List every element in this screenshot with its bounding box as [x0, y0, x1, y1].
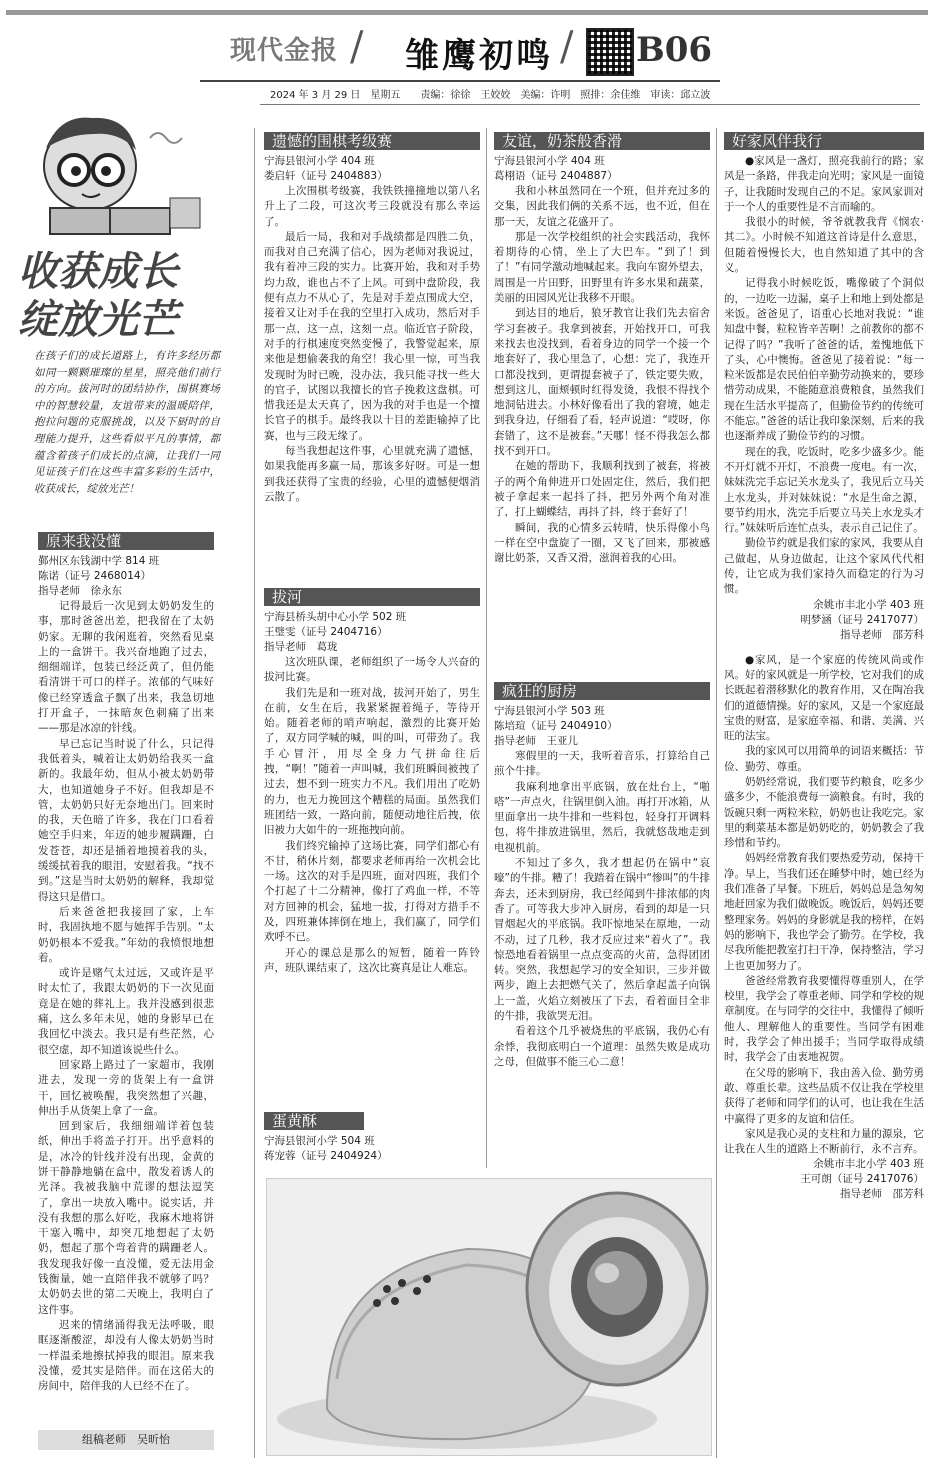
article-author: 葛栩语（证号 2404887）	[494, 170, 618, 182]
signoff-school: 余姚市丰北小学 403 班	[813, 1158, 924, 1171]
header-rule	[260, 104, 920, 105]
masthead	[200, 20, 720, 80]
paragraph: 妈妈经常教育我们要热爱劳动，保持干净。早上，当我们还在睡梦中时，她已经为我们准备了早餐。下班后，妈妈总是急匆匆地赶回家为我们做晚饭。晚饭后，妈妈还要整理家务。妈妈的身影就是我的榜样，在妈妈的影响下，我也学会了勤劳。在学校，我尽我所能把教室打扫干净，保持整洁，学习上也更加努力了。	[724, 852, 924, 972]
column-divider	[486, 128, 487, 1168]
paragraph: 看着这个几乎被烧焦的平底锅，我仍心有余悸，我彻底明白一个道理：虽然失败是成功之母，但做事不能三心二意！	[494, 1025, 710, 1068]
paragraph: 上次围棋考级赛，我铁铁撞撞地以第八名升上了二段，可这次考三段就没有那么幸运了。	[264, 185, 480, 228]
paragraph: 那是一次学校组织的社会实践活动，我怀着期待的心情，坐上了大巴车。“到了！到了！”有同学激动地喊起来。我向车窗外望去，周围是一片田野，田野里有许多水果和蔬菜，美丽的田园风光让我移不开眼。	[494, 230, 710, 305]
article-author: 娄启轩（证号 2404883）	[264, 170, 388, 182]
boy-reading-illustration	[10, 108, 210, 238]
paragraph: 早已忘记当时说了什么，只记得我低着头，喊着让太奶奶给我买一盒新的。我最年幼，但从小被太奶奶带大，也知道她身子不好。但我却是不管，太奶奶只好无奈地出门。回来时的我，天色暗了许多，我在门口看着她空手归来，年迈的她步履蹒跚，白发苍苍，却还是插着地摸着我的头，缓缓拭着我的眼泪，安慰着我。“找不到。”这是当时太奶奶的解释，我却觉得这只是借口。	[38, 737, 214, 903]
top-rule	[0, 0, 934, 14]
signoff-teacher: 指导老师 邵芳科	[840, 1188, 924, 1201]
article-danhuangsu	[264, 1112, 708, 1164]
article-heading: 疯狂的厨房	[494, 682, 710, 700]
article-heading: 遗憾的围棋考级赛	[264, 132, 480, 150]
article-body	[264, 655, 480, 976]
paragraph: 到达目的地后，狼牙教官让我们先去宿舍学习套被子。我拿到被套，开始找开口，可我来找去也没找到，看着身边的同学一个接一个地套好了，我心里急了，心想：完了，我连开口都没找到，更谓提套被子了，铁定要失败，想到这儿，面颊顿时红得发烫，我恨不得找个地洞钻进去。小林好像看出了我的窘境，她走到我身边，仔细看了看，轻声说道：“哎呀，你套错了，这不是被套。”天哪！怪不得我怎么都找不到开口。	[494, 307, 710, 458]
feature-title-line1: 收获成长	[18, 248, 178, 295]
paragraph: 我的家风可以用简单的词语来概括：节俭、勤劳、尊重。	[724, 745, 924, 773]
paragraph: 勤俭节约就是我们家的家风，我要从自己做起，从身边做起，让这个家风代代相传，让它成为我们家持久而稳定的行为习惯。	[724, 537, 924, 596]
paragraph: 后来爸爸把我接回了家，上车时，我固执地不愿与她挥手告别。“太奶奶根本不爱我。”年幼的我愤恨地想着。	[38, 905, 214, 964]
paragraph: 开心的课总是那么的短暂，随着一阵铃声，班队课结束了，这次比赛真是让人难忘。	[264, 946, 480, 974]
paragraph: ●家风，是一个家庭的传统风尚或作风。好的家风就是一所学校，它对我们的成长既起着潜移默化的教育作用，又在陶冶我们的道德情操。好的家风，又是一个家庭最宝贵的财富，是家庭幸福、和谐、美满、兴旺的法宝。	[724, 653, 924, 743]
column-divider	[716, 128, 717, 1458]
article-heading: 友谊，奶茶般香滑	[494, 132, 710, 150]
signoff-school: 余姚市丰北小学 403 班	[813, 598, 924, 611]
paragraph: 这次班队课，老师组织了一场令人兴奋的拔河比赛。	[264, 656, 480, 684]
article-teacher: 指导老师 徐永东	[38, 585, 122, 597]
info-line: 2024 年 3 月 29 日 星期五 责编：徐徐 王姣姣 美编：许明 照排：余佳维 审读：邱立波	[270, 90, 711, 101]
feature-title	[18, 248, 218, 344]
article-author: 陈诺（证号 2468014）	[38, 570, 152, 582]
article-ylwmd	[38, 532, 214, 1394]
article-body	[494, 184, 710, 566]
article-weiqi	[264, 132, 480, 505]
signoff-author: 王可朗（证号 2417076）	[800, 1173, 924, 1186]
paragraph: 瞬间，我的心情多云转晴，快乐得像小鸟一样在空中盘旋了一圈，又飞了回来，那被感谢比奶茶，又香又滑，滋润着我的心田。	[494, 521, 710, 565]
article-school: 宁海县银河小学 404 班	[494, 155, 605, 167]
column-divider	[254, 128, 255, 1458]
feature-title-line2: 绽放光芒	[18, 296, 178, 343]
article-body	[38, 599, 214, 1394]
paragraph: 在她的帮助下，我顺利找到了被套，将被子的两个角伸进开口处固定住，然后，我们把被子拿起来一起抖了抖，把另外两个角对准了，打上蝴蝶结，再抖了抖，终于套好了！	[494, 460, 710, 519]
paragraph: 回到家后，我细细端详着包装纸，伸出手将盖子打开。出乎意料的是，冰冷的针线并没有出现，金黄的饼干静静地躺在盒中，散发着诱人的光泽。我被我脑中荒谬的想法逗笑了，拿出一块放入嘴中。说实话，并没有我想的那么好吃，我麻木地将饼干塞入嘴中，却突兀地想起了太奶奶，想起了那个弯着背的蹒跚老人。我发现我好像一直没懂，爱无法用金钱衡量，她一直陪伴我不就够了吗？太奶奶去世的第二天晚上，我明白了这件事。	[38, 1120, 214, 1316]
signoff-author: 明梦涵（证号 2417077）	[800, 613, 924, 626]
article-school: 鄞州区东钱湖中学 814 班	[38, 555, 160, 567]
article-body	[724, 154, 924, 598]
page-number: B06	[636, 30, 713, 70]
paragraph: 我们终究输掉了这场比赛，同学们都心有不甘，稍休片刻，都要求老师再给一次机会比一场。这次的对手是四班，面对四班，我们个个打起了十二分精神，像打了鸡血一样，不等对方回神的机会，猛地一拔，打得对方措手不及，四班兼体摔倒在地上，我们赢了，同学们欢呼不已。	[264, 839, 480, 944]
paragraph: 寒假里的一天，我听着音乐，打算给自己煎个牛排。	[494, 750, 710, 778]
article-body	[724, 653, 924, 1158]
paragraph: 现在的我，吃饭时，吃多少盛多少。能不开灯就不开灯，不浪费一度电。有一次，妹妹洗完手忘记关水龙头了，我见后立马关上水龙头，并对妹妹说：“水是生命之源，要节约用水，洗完手后要立马关上水龙头才行。”妹妹听后连忙点头，表示自己记住了。	[724, 445, 924, 535]
qr-code-icon	[586, 28, 634, 76]
paragraph: 记得最后一次见到太奶奶发生的事，那时爸爸出差，把我留在了太奶奶家。无聊的我闲逛着，突然看见桌上的一盒饼干。我兴奋地跑了过去，细细端详，包装已经泛黄了，但仍能看清饼干可口的样子。浓郁的气味好像已经穿透盒子飘了出来，我急切地打开盒子，一抹暗灰色刺痛了出来——那是冰凉的针线。	[38, 600, 214, 735]
article-jiafeng	[724, 132, 924, 1202]
paragraph: 我和小林虽然同在一个班，但并充过多的交集，因此我们俩的关系不远，也不近，但在那一天，友谊之花盛开了。	[494, 185, 710, 228]
masthead-rule	[200, 80, 720, 82]
article-heading: 蛋黄酥	[264, 1112, 364, 1130]
paragraph: 最后一局，我和对手战绩都是四胜二负，而我对自己充满了信心，因为老师对我说过，我有着冲三段的实力。比赛开始，我和对手势均力敌，谁也占不了上风。可到中盘阶段，我便有点力不从心了，先是对手差点围成大空，接着又让对手在我的空里打入成功，然后对手那一点，这一点，这刻一点。临近官子阶段，对手的行棋速度突然变慢了，我警觉起来，原来他是想偷袭我的角空！我心里一惊，可当我发现时为时已晚，没办法，我只能寻找一些大的官子，试图以我擅长的官子挽救这盘棋。可惜我还是太天真了，因为我的对手也是一个擅长官子的棋手。最终我以十目的差距输掉了比赛，也与三段无缘了。	[264, 230, 480, 442]
paragraph: 回家路上路过了一家超市，我刚进去，发现一旁的货架上有一盒饼干，回忆被唤醒，我突然想了兴趣，伸出手从货架上拿了一盒。	[38, 1058, 214, 1117]
paragraph: 我麻利地拿出平底锅，放在灶台上，“啪嗒”一声点火，往锅里倒入油。再打开冰箱，从里面拿出一块牛排和一些料包，轻身打开调料包，将牛排放进锅里，然后，我就悠哉地走到电视机前。	[494, 780, 710, 854]
article-body	[494, 749, 710, 1070]
article-school: 宁海县银河小学 404 班	[264, 155, 375, 167]
paragraph: 不知过了多久，我才想起仍在锅中“哀嚎”的牛排。糟了！我踏着在锅中“惨叫”的牛排奔去，还未到厨房，我已经闻到牛排浓郁的肉香了。可等我大步冲入厨房，看到的却是一只冒烟起火的平底锅。我吓惊地呆在原地，一动不动，过了几秒，我才反应过来“着火了”。我惊恐地看着锅里一点点变高的火苗，急得团团转。突然，我想起学习的安全知识，三步并做两步，跑上去把燃气关了，然后拿起盖子向锅上一盖，火焰立刻被压了下去，看着面目全非的牛排，我欲哭无泪。	[494, 857, 710, 1023]
article-teacher: 指导老师 王亚儿	[494, 735, 578, 747]
paragraph: 或许是赌气太过远，又或许是平时太忙了，我跟太奶奶的下一次见面竟是在她的葬礼上。我并没感到很悲痛，这么多年未见，她的身影早已在我回忆中淡去。我只是有些茫然，心很空虚，却不知道该说些什么。	[38, 967, 214, 1056]
paragraph: 奶奶经常说，我们要节约粮食，吃多少盛多少，不能浪费每一滴粮食。有时，我的饭碗只剩一两粒米粒，奶奶也让我吃完。家里的剩菜基本都是奶奶吃的，奶奶教会了我珍惜和节约。	[724, 775, 924, 850]
paragraph: 记得我小时候吃饭，嘴像破了个洞似的，一边吃一边漏，桌子上和地上到处都是米饭。爸爸见了，语重心长地对我说：“谁知盘中餐，粒粒皆辛苦啊！之前教你的都不记得了吗？”我听了爸爸的话，羞愧地低下了头，心中懊悔。爸爸见了接着说：“每一粒米饭都是农民伯伯辛勤劳动换来的，要珍惜劳动成果，不能随意浪费粮食，虽然我们现在生活水平提高了，但勤俭节约的传统可不能忘。”爸爸的话让我印象深刻，后来的我也逐渐养成了勤俭节约的习惯。	[724, 277, 924, 443]
article-school: 宁海县银河小学 503 班	[494, 705, 605, 717]
article-heading: 原来我没懂	[38, 532, 214, 550]
article-author: 王璧雯（证号 2404716）	[264, 626, 388, 638]
article-school: 宁海县桥头胡中心小学 502 班	[264, 611, 407, 623]
signoff-teacher: 指导老师 邵芳科	[840, 628, 924, 641]
paragraph: 我很小的时候，爷爷就教我背《悯农·其二》。小时候不知道这首诗是什么意思，但随着慢慢长大，也自然知道了其中的含义。	[724, 216, 924, 275]
article-signoff	[724, 1157, 924, 1202]
feature-intro: 在孩子们的成长道路上，有许多经历都如同一颗颗璀璨的星星，照亮他们前行的方向。拔河时的团结协作，围棋赛场中的智慧较量，友谊带来的温暖陪伴，抱拉问题的克服挑战，以及下厨时的自理能力提升，这些看似平凡的事情，都蕴含着孩子们成长的点滴，让我们一同见证孩子们在这些丰富多彩的生活中，收获成长，绽放光芒！	[34, 350, 220, 495]
article-bahe	[264, 588, 480, 976]
paragraph: 家风是我心灵的支柱和力量的源泉，它让我在人生的道路上不断前行，永不言弃。	[724, 1127, 924, 1156]
paragraph: 在父母的影响下，我由善入俭、勤劳勇敢、尊重长辈。这些品质不仅让我在学校里获得了老师和同学们的认可，也让我在生活中赢得了更多的友谊和信任。	[724, 1066, 924, 1125]
paragraph: 爸爸经常教育我要懂得尊重别人，在学校里，我学会了尊重老师、同学和学校的规章制度。在与同学的交往中，我懂得了倾听他人、理解他人的重要性。当同学有困难时，我学会了伸出援手；当同学取得成绩时，我学会了由衷地祝贺。	[724, 974, 924, 1064]
article-heading: 拔河	[264, 588, 480, 606]
article-youyi	[494, 132, 710, 566]
paragraph: ●家风是一盏灯，照亮我前行的路；家风是一条路，伴我走向光明；家风是一面镜子，让我随时发现自己的不足。家风家训对于一个人的重要性是不言而喻的。	[724, 155, 924, 213]
separator: /	[350, 24, 364, 70]
article-heading: 好家风伴我行	[724, 132, 924, 150]
article-teacher: 指导老师 葛珑	[264, 641, 338, 653]
egg-yolk-pastry-painting	[266, 1178, 712, 1456]
paragraph: 每当我想起这件事，心里就充满了遗憾，如果我能再多赢一局，那该多好呀。可是一想到我还获得了宝贵的经验，心里的遗憾便烟消云散了。	[264, 445, 480, 503]
article-body	[264, 184, 480, 505]
separator: /	[560, 24, 574, 70]
editor-credit: 组稿老师 吴昕怡	[38, 1430, 214, 1450]
article-school: 宁海县银河小学 504 班	[264, 1135, 375, 1147]
article-signoff	[724, 598, 924, 643]
article-chufang	[494, 682, 710, 1070]
paragraph: 我们先是和一班对战，拔河开始了，男生在前，女生在后，我紧紧握着绳子，等待开始。随着老师的哨声响起，激烈的比赛开始了，双方同学喊的喊，叫的叫，可带劲了。我手心冒汗，用尽全身力气拼命往后拽，“啊！”随着一声叫喊，我们班瞬间被拽了过去，想不到一班实力不凡。我们用出了吃奶的力，也无力挽回这个糟糕的局面。虽然我们班团结一致，一路向前，随便动地往后拽，依旧被力大如牛的一班拖拽向前。	[264, 686, 480, 837]
paper-name: 现代金报	[230, 36, 339, 66]
article-author: 陈培瑄（证号 2404910）	[494, 720, 618, 732]
paragraph: 迟来的情绪涌得我无法呼吸，眼眶逐渐酸涩，却没有人像太奶奶当时一样温柔地擦拭掉我的眼泪。原来我没懂，爱其实是陪伴。而在这偌大的房间中，陪伴我的人已经不在了。	[38, 1318, 214, 1393]
article-author: 蒋宠蓉（证号 2404924）	[264, 1150, 388, 1162]
column-name: 雏鹰初鸣	[405, 36, 553, 76]
